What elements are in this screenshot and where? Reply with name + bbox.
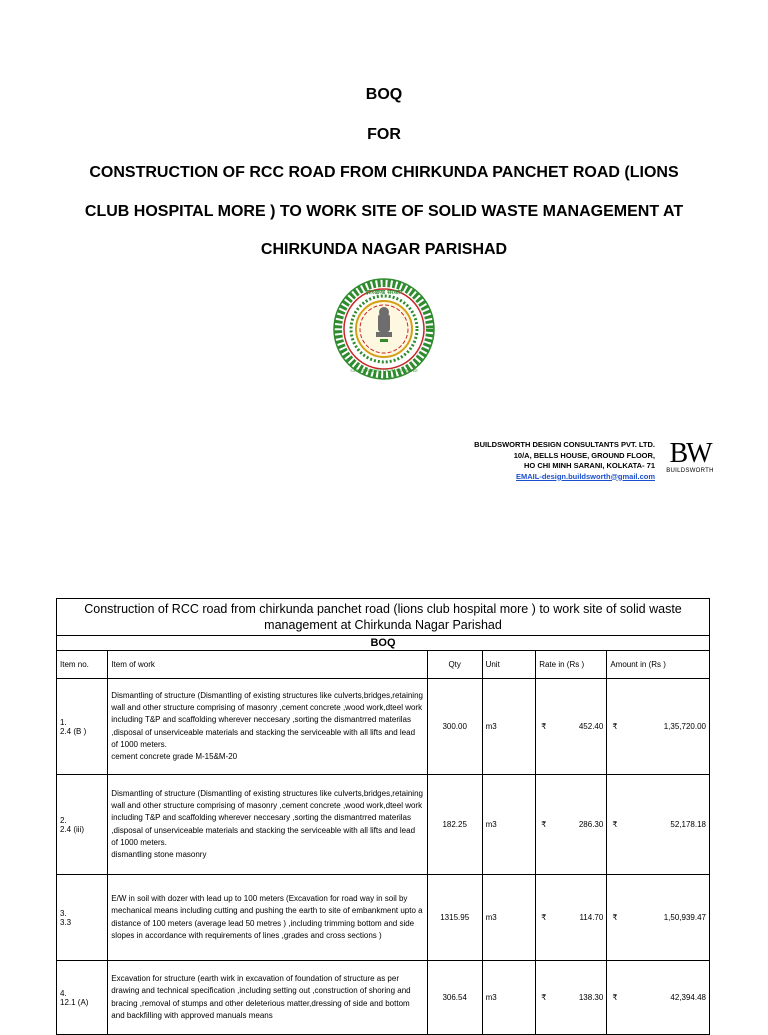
logo-name: BUILDSWORTH — [666, 468, 714, 474]
item-description-cell: Dismantling of structure (Dismantling of existing structures like culverts,bridges,retaining wall and other structure comprising of masonry ,cement concrete ,wood work,dteel work including T&P and scaffolding wherever neccesary ,sorting the dismantrred materilas ,disposal of unserviceable materials and stacking the serviceable with all lifts and lead of 1000 meters. cement concrete grade M-15&M-20 — [108, 679, 427, 775]
item-no-cell: 3. 3.3 — [57, 875, 108, 961]
qty-cell: 300.00 — [427, 679, 482, 775]
column-header-amount: Amount in (Rs ) — [607, 651, 710, 679]
firm-address-line-1: 10/A, BELLS HOUSE, GROUND FLOOR, — [513, 450, 655, 460]
unit-cell: m3 — [482, 679, 536, 775]
column-header-item-of-work: Item of work — [108, 651, 427, 679]
rate-cell — [536, 875, 607, 961]
qty-cell: 182.25 — [427, 775, 482, 875]
amount-value: 42,394.48 — [670, 993, 706, 1002]
unit-cell: m3 — [482, 875, 536, 961]
title-project-line-2: CLUB HOSPITAL MORE ) TO WORK SITE OF SOLID WASTE MANAGEMENT AT — [84, 203, 684, 220]
column-header-unit: Unit — [482, 651, 536, 679]
rupee-symbol: ₹ — [541, 722, 547, 731]
rupee-symbol: ₹ — [541, 820, 547, 829]
column-header-item-no: Item no. — [57, 651, 108, 679]
item-description-cell: Excavation for structure (earth wirk in excavation of foundation of structure as per drawing and technical specification ,including setting out ,construction of shoring and bracing ,removal of stumps and other deleterious matter,dressing of side and bottom and backfilling with approved manuals means — [108, 961, 427, 1035]
table-row — [57, 961, 710, 1035]
boq-table — [56, 598, 710, 1035]
amount-value: 52,178.18 — [670, 820, 706, 829]
unit-cell: m3 — [482, 775, 536, 875]
rupee-symbol: ₹ — [612, 722, 618, 731]
amount-value: 1,50,939.47 — [663, 913, 706, 922]
item-no-cell: 2. 2.4 (iii) — [57, 775, 108, 875]
amount-cell — [607, 875, 710, 961]
rupee-symbol: ₹ — [541, 993, 547, 1002]
table-row — [57, 875, 710, 961]
firm-name: BUILDSWORTH DESIGN CONSULTANTS PVT. LTD. — [474, 440, 655, 449]
firm-email-link[interactable]: EMAIL-design.buildsworth@gmail.com — [516, 471, 655, 481]
firm-address-line-2: HO CHI MINH SARANI, KOLKATA- 71 — [524, 461, 655, 470]
amount-value: 1,35,720.00 — [663, 722, 706, 731]
column-header-qty: Qty — [427, 651, 482, 679]
rupee-symbol: ₹ — [541, 913, 547, 922]
item-no-cell: 4. 12.1 (A) — [57, 961, 108, 1035]
rate-cell — [536, 679, 607, 775]
rate-cell — [536, 775, 607, 875]
rate-value: 286.30 — [578, 820, 604, 829]
amount-cell — [607, 679, 710, 775]
seal-top-text: झारखण्ड सरकार — [365, 289, 403, 296]
column-header-rate: Rate in (Rs ) — [536, 651, 607, 679]
amount-cell — [607, 775, 710, 875]
rupee-symbol: ₹ — [612, 820, 618, 829]
rupee-symbol: ₹ — [612, 913, 618, 922]
table-header-row — [57, 651, 710, 679]
table-subtitle: BOQ — [57, 636, 710, 651]
qty-cell: 306.54 — [427, 961, 482, 1035]
rate-cell — [536, 961, 607, 1035]
table-row — [57, 679, 710, 775]
title-boq: BOQ — [365, 86, 403, 103]
table-row — [57, 775, 710, 875]
seal-bottom-text: GOVERNMENT OF JHARKHAND — [350, 368, 418, 373]
item-description-cell: Dismantling of structure (Dismantling of existing structures like culverts,bridges,retaining wall and other structure comprising of masonry ,cement concrete ,wood work,dteel work including T&P and scaffolding wherever neccesary ,sorting the dismantrred materilas ,disposal of unserviceable materials and stacking the serviceable with all lifts and lead of 1000 meters. dismantling stone masonry — [108, 775, 427, 875]
rate-value: 114.70 — [579, 913, 604, 922]
item-no-cell: 1. 2.4 (B ) — [57, 679, 108, 775]
rate-value: 138.30 — [578, 993, 604, 1002]
firm-address-block — [474, 440, 655, 482]
title-project-line-3: CHIRKUNDA NAGAR PARISHAD — [260, 241, 508, 258]
table-title: Construction of RCC road from chirkunda panchet road (lions club hospital more ) to work site of solid waste management at Chirkunda Nagar Parishad — [57, 599, 710, 636]
unit-cell: m3 — [482, 961, 536, 1035]
amount-cell — [607, 961, 710, 1035]
qty-cell: 1315.95 — [427, 875, 482, 961]
buildsworth-logo — [664, 440, 716, 474]
rupee-symbol: ₹ — [612, 993, 618, 1002]
title-project-line-1: CONSTRUCTION OF RCC ROAD FROM CHIRKUNDA PANCHET ROAD (LIONS — [89, 164, 679, 181]
logo-mark: BW — [669, 438, 711, 469]
title-for: FOR — [367, 126, 401, 143]
jharkhand-government-seal — [333, 278, 435, 380]
rate-value: 452.40 — [578, 722, 604, 731]
item-description-cell: E/W in soil with dozer with lead up to 100 meters (Excavation for road way in soil by mechanical means including cutting and pushing the earth to site of embankment upto a distance of 100 meters (average lead 50 metres ) ,including trimming bottom and side slopes in accordance with requirements of lines ,grades and cross sections ) — [108, 875, 427, 961]
